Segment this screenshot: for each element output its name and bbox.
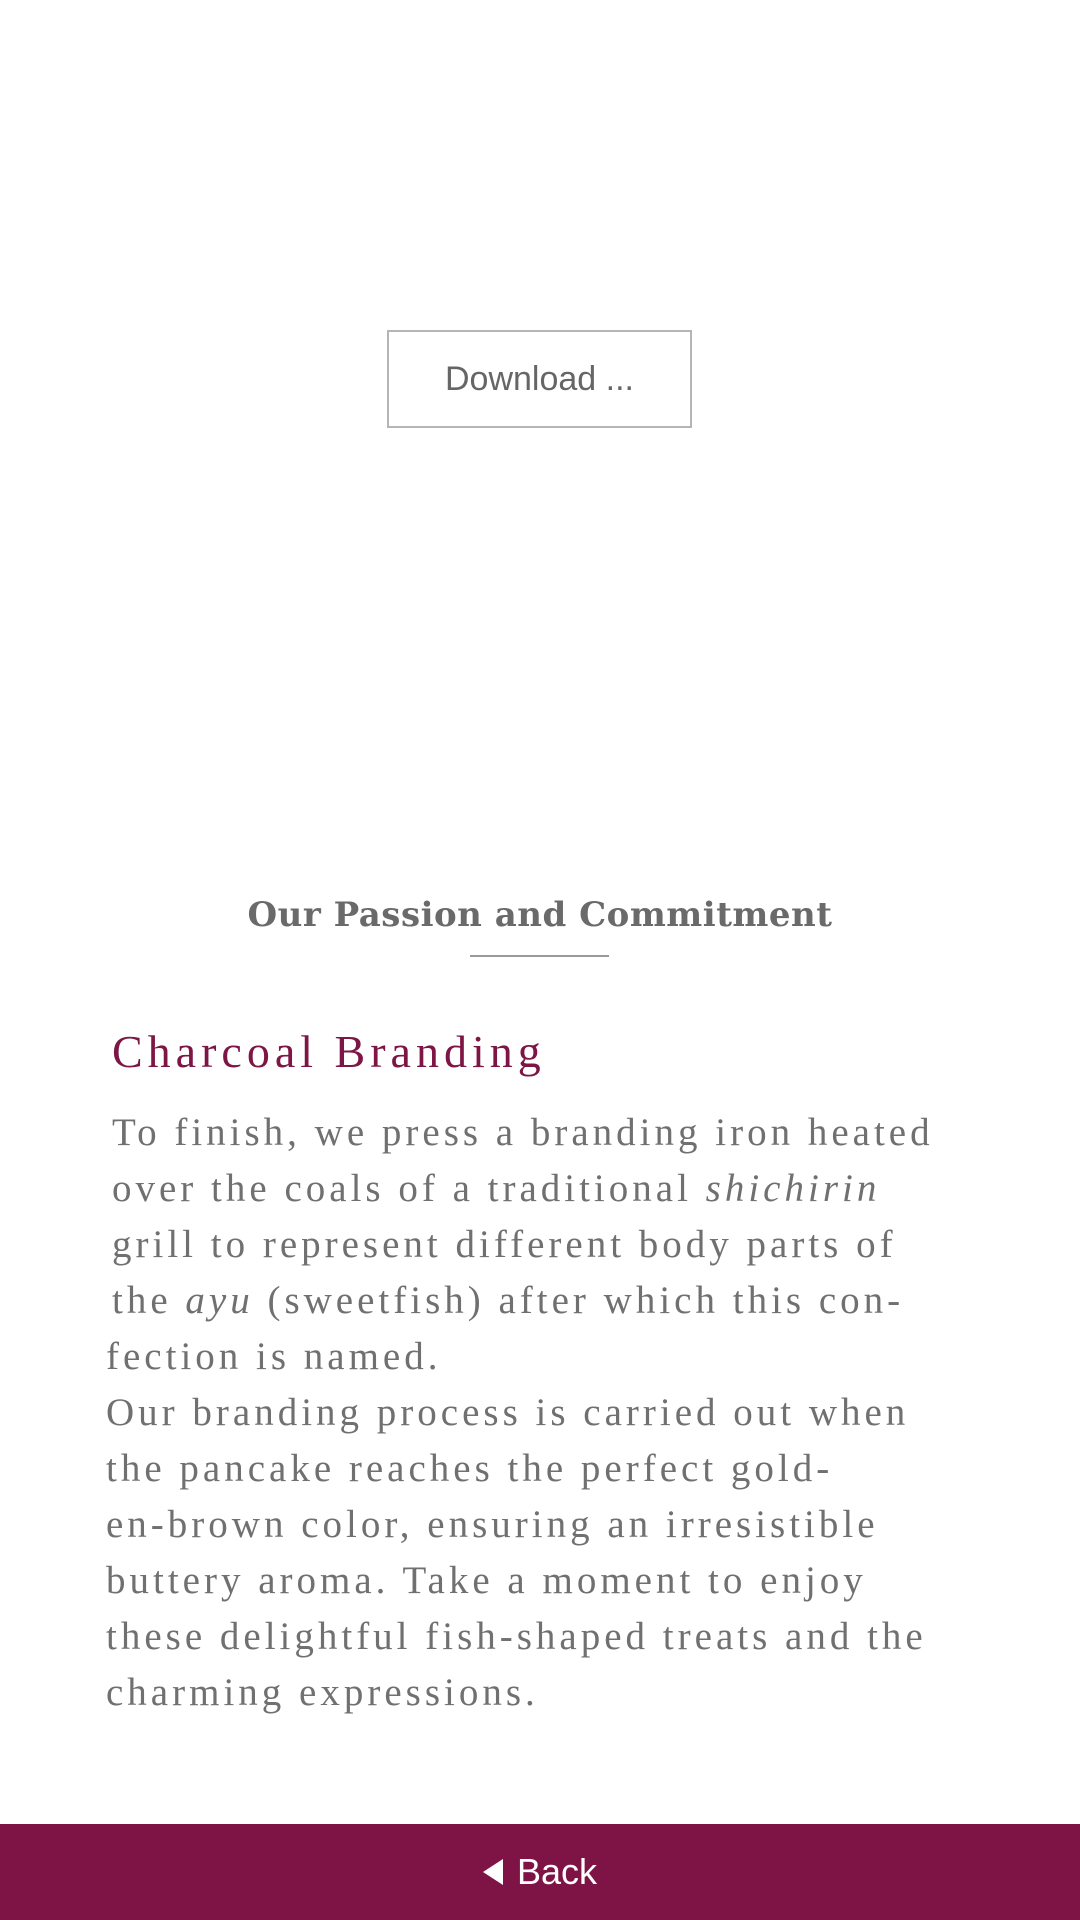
back-button[interactable] <box>0 1824 1080 1920</box>
download-button[interactable]: Download ... <box>387 330 692 428</box>
article-line: the pancake reaches the perfect gold- <box>106 1447 834 1490</box>
article-line: charming expressions. <box>106 1671 539 1714</box>
article-line: buttery aroma. Take a moment to enjoy <box>106 1559 867 1602</box>
article-line: en-brown color, ensuring an irresistible <box>106 1503 879 1546</box>
article-line: these delightful fish-shaped treats and the <box>106 1615 927 1658</box>
article-body <box>106 1105 986 1721</box>
left-triangle-icon <box>483 1859 503 1885</box>
title-divider <box>470 955 609 957</box>
article-line: To finish, we press a branding iron heated <box>112 1111 934 1154</box>
article-line: fection is named. <box>106 1335 442 1378</box>
article-line: grill to represent different body parts of <box>112 1223 897 1266</box>
article-line: Our branding process is carried out when <box>106 1391 910 1434</box>
section-title: Our Passion and Commitment <box>247 895 833 935</box>
article-line: over the coals of a traditional shichirin <box>112 1167 881 1210</box>
article-line: the ayu (sweetfish) after which this con- <box>112 1279 905 1322</box>
back-label: Back <box>516 1851 598 1892</box>
article-heading: Charcoal Branding <box>112 1026 546 1077</box>
